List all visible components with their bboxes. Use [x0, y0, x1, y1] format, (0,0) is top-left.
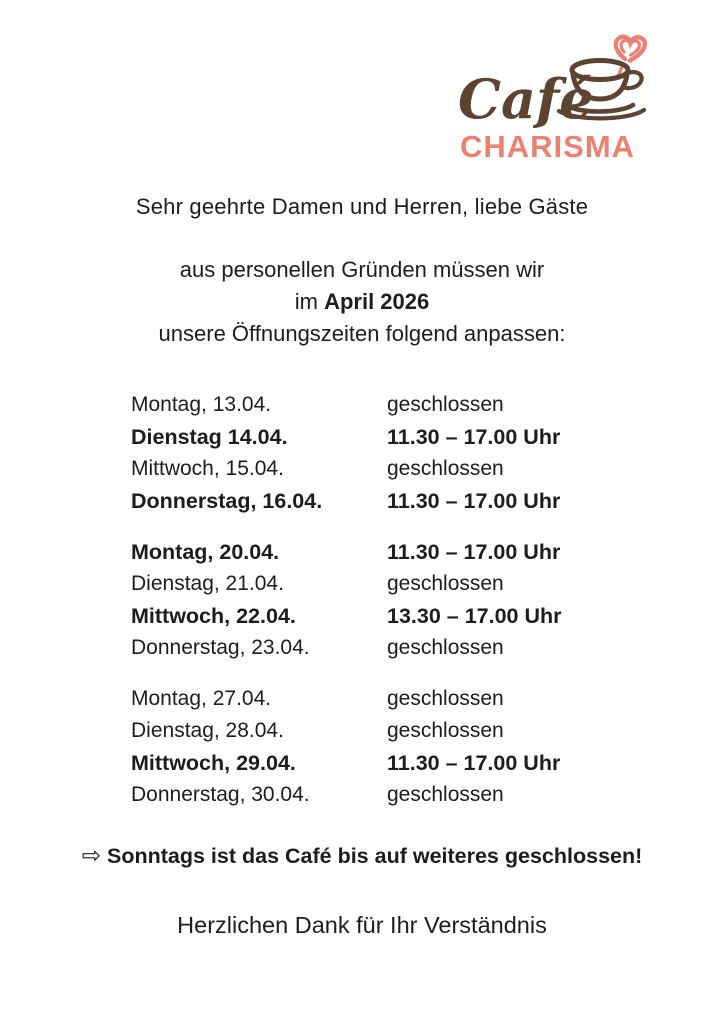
schedule-row — [131, 453, 601, 485]
cafe-charisma-logo — [452, 26, 670, 164]
schedule-time: geschlossen — [387, 457, 504, 480]
intro-line-3: unsere Öffnungszeiten folgend anpassen: — [158, 321, 566, 346]
schedule-row — [131, 683, 601, 715]
schedule-day: Dienstag 14.04. — [131, 424, 288, 449]
schedule-time: geschlossen — [387, 783, 504, 806]
schedule-day: Mittwoch, 29.04. — [131, 750, 296, 775]
sunday-note — [0, 842, 724, 869]
intro-paragraph — [0, 254, 724, 350]
schedule-row — [131, 715, 601, 747]
schedule-day: Dienstag, 21.04. — [131, 572, 284, 595]
schedule-time: geschlossen — [387, 687, 504, 710]
closing-line: Herzlichen Dank für Ihr Verständnis — [177, 912, 547, 938]
schedule-week-1 — [131, 389, 601, 517]
sunday-note-text: Sonntags ist das Café bis auf weiteres geschlossen! — [107, 844, 643, 868]
schedule-day: Donnerstag, 16.04. — [131, 488, 323, 513]
schedule-day: Mittwoch, 22.04. — [131, 603, 296, 628]
schedule-time: geschlossen — [387, 719, 504, 742]
schedule-time: 11.30 – 17.00 Uhr — [387, 539, 561, 564]
logo-graphic — [452, 26, 670, 164]
schedule-row — [131, 568, 601, 600]
intro-line-2 — [0, 286, 724, 318]
greeting-line: Sehr geehrte Damen und Herren, liebe Gäste — [135, 194, 589, 219]
logo-cafe-text: Café — [458, 67, 594, 131]
schedule-row — [131, 389, 601, 421]
schedule-week-3 — [131, 683, 601, 811]
logo-charisma-text: CHARISMA — [460, 129, 636, 164]
schedule-day: Montag, 20.04. — [131, 539, 280, 564]
schedule-row — [131, 485, 601, 517]
schedule-day: Dienstag, 28.04. — [131, 719, 284, 742]
schedule-day: Donnerstag, 30.04. — [131, 783, 310, 806]
schedule-row — [131, 421, 601, 453]
opening-hours-schedule — [131, 389, 601, 830]
schedule-day: Donnerstag, 23.04. — [131, 636, 310, 659]
schedule-row — [131, 747, 601, 779]
schedule-time: 11.30 – 17.00 Uhr — [387, 750, 561, 775]
schedule-time: 11.30 – 17.00 Uhr — [387, 424, 561, 449]
schedule-time: geschlossen — [387, 572, 504, 595]
schedule-time: geschlossen — [387, 393, 504, 416]
intro-line-2-prefix: im — [294, 289, 325, 314]
schedule-row — [131, 600, 601, 632]
schedule-time: geschlossen — [387, 636, 504, 659]
schedule-row — [131, 536, 601, 568]
schedule-day: Montag, 27.04. — [131, 687, 272, 710]
schedule-row — [131, 632, 601, 664]
right-arrow-icon: ⇨ — [81, 842, 101, 868]
schedule-day: Montag, 13.04. — [131, 393, 272, 416]
schedule-time: 13.30 – 17.00 Uhr — [387, 603, 562, 628]
schedule-week-2 — [131, 536, 601, 664]
intro-line-2-month: April 2026 — [324, 289, 430, 314]
schedule-row — [131, 779, 601, 811]
intro-line-1: aus personellen Gründen müssen wir — [179, 257, 545, 282]
schedule-time: 11.30 – 17.00 Uhr — [387, 488, 561, 513]
schedule-day: Mittwoch, 15.04. — [131, 457, 284, 480]
